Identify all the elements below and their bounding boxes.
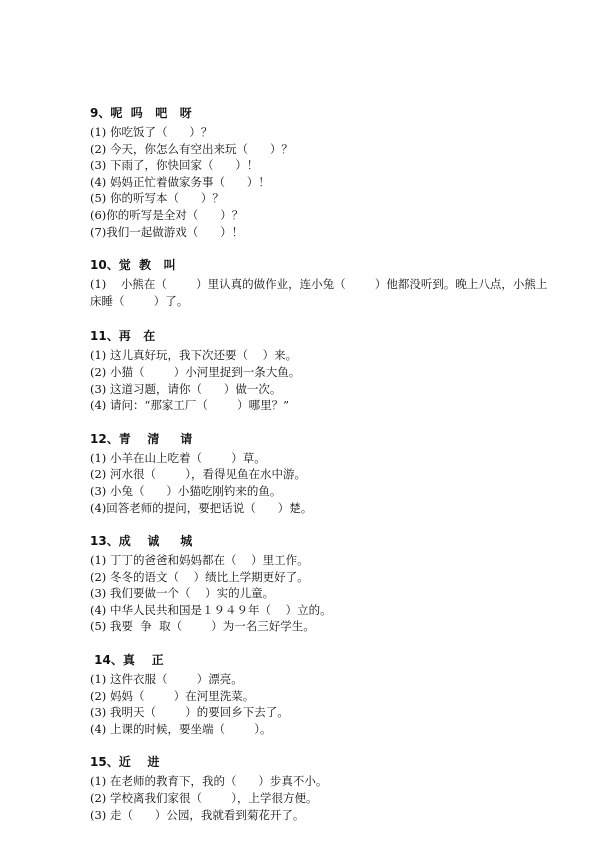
- question-line: (2) 今天，你怎么有空出来玩（ ）？: [90, 141, 293, 156]
- question-line: (1) 这儿真好玩，我下次还要（ ）来。: [90, 348, 298, 363]
- question-line: (2) 河水很（ ），看得见鱼在水中游。: [90, 467, 306, 482]
- section-14: [90, 649, 550, 737]
- question-paragraph: (1) 小熊在（ ）里认真的做作业，连小兔（ ）他都没听到。晚上八点，小熊上床睡（ ）了。: [90, 277, 548, 308]
- question-line: (4) 上课的时候，要坐端（ ）。: [90, 721, 272, 736]
- question-line: (2) 小猫（ ）小河里捉到一条大鱼。: [90, 364, 301, 379]
- question-line: (3) 走（ ）公园，我就看到菊花开了。: [90, 807, 305, 822]
- question-line: (1) 小羊在山上吃着（ ）草。: [90, 450, 266, 465]
- question-line: (2) 妈妈（ ）在河里洗菜。: [90, 688, 255, 703]
- question-line: (3) 这道习题，请你（ ）做一次。: [90, 381, 282, 396]
- question-line: (4) 妈妈正忙着做家务事（ ）！: [90, 174, 270, 189]
- question-line: (1) 这件衣服（ ）漂亮。: [90, 672, 243, 687]
- question-line: (5) 你的听写本（ ）？: [90, 191, 224, 206]
- worksheet: [90, 102, 550, 837]
- section-13: [90, 530, 550, 635]
- section-15: [90, 751, 550, 823]
- section-title: 12、青 清 请: [90, 431, 193, 446]
- question-line: (4) 请问：“那家工厂（ ）哪里？”: [90, 398, 289, 413]
- section-title: 11、再 在: [90, 329, 156, 344]
- section-10: [90, 254, 550, 309]
- question-line: (3) 我们要做一个（ ）实的儿童。: [90, 586, 275, 601]
- section-9: [90, 102, 550, 240]
- question-line: (4)回答老师的提问，要把话说（ ）楚。: [90, 500, 313, 515]
- section-title: 15、近 进: [90, 755, 160, 770]
- question-line: (3) 我明天（ ）的要回乡下去了。: [90, 705, 289, 720]
- section-11: [90, 325, 550, 413]
- question-line: (2) 冬冬的语文（ ）绩比上学期更好了。: [90, 569, 309, 584]
- section-title: 14、真 正: [90, 653, 164, 668]
- question-line: (6)你的听写是全对（ ）？: [90, 207, 244, 222]
- question-line: (3) 下雨了，你快回家（ ）！: [90, 158, 259, 173]
- question-line: (4) 中华人民共和国是１９４９年（ ）立的。: [90, 602, 332, 617]
- question-line: (3) 小兔（ ）小猫吃刚钓来的鱼。: [90, 483, 282, 498]
- section-title: 9、呢 吗 吧 呀: [90, 106, 192, 120]
- question-line: (5) 我要 争 取（ ）为一名三好学生。: [90, 619, 315, 634]
- question-line: (1) 在老师的教育下，我的（ ）步真不小。: [90, 774, 328, 789]
- question-line: (1) 丁丁的爸爸和妈妈都在（ ）里工作。: [90, 553, 309, 568]
- section-12: [90, 428, 550, 516]
- section-title: 10、觉 教 叫: [90, 258, 176, 273]
- section-title: 13、成 诚 城: [90, 534, 193, 549]
- question-line: (7)我们一起做游戏（ ）！: [90, 224, 244, 239]
- question-line: (1) 你吃饭了（ ）？: [90, 125, 213, 139]
- question-line: (2) 学校离我们家很（ ），上学很方便。: [90, 791, 318, 806]
